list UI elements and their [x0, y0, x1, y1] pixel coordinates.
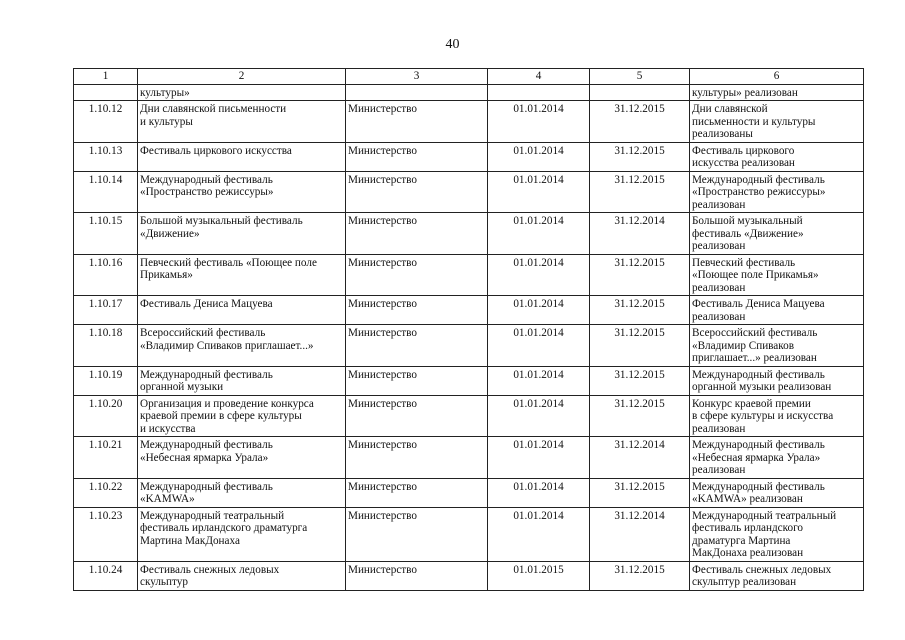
cell-executor: Министерство [346, 395, 488, 437]
cell-executor: Министерство [346, 101, 488, 143]
cell-end: 31.12.2015 [590, 142, 690, 171]
cell-start: 01.01.2014 [488, 478, 590, 507]
cell-executor [346, 84, 488, 101]
cell-result: Международный фестиваль «Небесная ярмарка Урала» реализован [690, 437, 864, 479]
cell-number: 1.10.24 [74, 561, 138, 590]
cell-name: Международный фестиваль органной музыки [138, 366, 346, 395]
cell-start: 01.01.2014 [488, 325, 590, 367]
cell-executor: Министерство [346, 325, 488, 367]
header-cell: 5 [590, 69, 690, 85]
program-table [73, 68, 864, 591]
cell-result: Международный фестиваль «KAMWA» реализован [690, 478, 864, 507]
table-row [74, 395, 864, 437]
table-row [74, 437, 864, 479]
header-cell: 4 [488, 69, 590, 85]
table-row [74, 142, 864, 171]
continuation-row [74, 84, 864, 101]
cell-name: Певческий фестиваль «Поющее поле Прикамья» [138, 254, 346, 296]
cell-start: 01.01.2014 [488, 142, 590, 171]
header-cell: 2 [138, 69, 346, 85]
cell-end: 31.12.2014 [590, 507, 690, 561]
cell-number: 1.10.15 [74, 213, 138, 255]
header-row [74, 69, 864, 85]
cell-executor: Министерство [346, 478, 488, 507]
cell-start: 01.01.2014 [488, 437, 590, 479]
cell-start: 01.01.2014 [488, 395, 590, 437]
cell-result: Всероссийский фестиваль «Владимир Спиваков приглашает...» реализован [690, 325, 864, 367]
cell-end: 31.12.2015 [590, 325, 690, 367]
cell-end: 31.12.2014 [590, 437, 690, 479]
cell-executor: Министерство [346, 561, 488, 590]
table-row [74, 171, 864, 213]
table-row [74, 478, 864, 507]
cell-result: Международный фестиваль органной музыки реализован [690, 366, 864, 395]
cell-end: 31.12.2015 [590, 101, 690, 143]
page-number: 40 [445, 37, 460, 52]
cell-number: 1.10.22 [74, 478, 138, 507]
cell-executor: Министерство [346, 296, 488, 325]
cell-result: Фестиваль снежных ледовых скульптур реализован [690, 561, 864, 590]
cell-result: Фестиваль Дениса Мацуева реализован [690, 296, 864, 325]
table-row [74, 254, 864, 296]
table-row [74, 561, 864, 590]
cell-number: 1.10.13 [74, 142, 138, 171]
cell-end: 31.12.2015 [590, 561, 690, 590]
table-row [74, 507, 864, 561]
cell-number: 1.10.16 [74, 254, 138, 296]
cell-name: Всероссийский фестиваль «Владимир Спиваков приглашает...» [138, 325, 346, 367]
cell-end [590, 84, 690, 101]
cell-result: Дни славянской письменности и культуры реализованы [690, 101, 864, 143]
cell-start: 01.01.2015 [488, 561, 590, 590]
cell-result: Международный фестиваль «Пространство режиссуры» реализован [690, 171, 864, 213]
cell-number: 1.10.17 [74, 296, 138, 325]
header-cell: 1 [74, 69, 138, 85]
cell-start: 01.01.2014 [488, 254, 590, 296]
cell-end: 31.12.2015 [590, 395, 690, 437]
cell-end: 31.12.2015 [590, 171, 690, 213]
cell-result: Большой музыкальный фестиваль «Движение» реализован [690, 213, 864, 255]
cell-name: Фестиваль циркового искусства [138, 142, 346, 171]
table-row [74, 325, 864, 367]
cell-executor: Министерство [346, 437, 488, 479]
cell-name: Организация и проведение конкурса краевой премии в сфере культуры и искусства [138, 395, 346, 437]
cell-result: Фестиваль циркового искусства реализован [690, 142, 864, 171]
cell-name: Дни славянской письменности и культуры [138, 101, 346, 143]
cell-start [488, 84, 590, 101]
cell-name: Фестиваль Дениса Мацуева [138, 296, 346, 325]
cell-name: Большой музыкальный фестиваль «Движение» [138, 213, 346, 255]
cell-start: 01.01.2014 [488, 366, 590, 395]
table-row [74, 213, 864, 255]
cell-start: 01.01.2014 [488, 171, 590, 213]
cell-name: культуры» [138, 84, 346, 101]
table-row [74, 366, 864, 395]
cell-result: культуры» реализован [690, 84, 864, 101]
cell-name: Международный театральный фестиваль ирландского драматурга Мартина МакДонаха [138, 507, 346, 561]
cell-end: 31.12.2015 [590, 478, 690, 507]
cell-name: Международный фестиваль «Пространство режиссуры» [138, 171, 346, 213]
cell-start: 01.01.2014 [488, 507, 590, 561]
cell-number: 1.10.14 [74, 171, 138, 213]
cell-executor: Министерство [346, 366, 488, 395]
cell-number [74, 84, 138, 101]
cell-executor: Министерство [346, 213, 488, 255]
cell-number: 1.10.19 [74, 366, 138, 395]
cell-start: 01.01.2014 [488, 213, 590, 255]
cell-result: Конкурс краевой премии в сфере культуры и искусства реализован [690, 395, 864, 437]
cell-name: Международный фестиваль «KAMWA» [138, 478, 346, 507]
table-row [74, 101, 864, 143]
cell-number: 1.10.12 [74, 101, 138, 143]
cell-end: 31.12.2015 [590, 254, 690, 296]
cell-result: Международный театральный фестиваль ирландского драматурга Мартина МакДонаха реализован [690, 507, 864, 561]
cell-number: 1.10.20 [74, 395, 138, 437]
cell-executor: Министерство [346, 171, 488, 213]
cell-name: Фестиваль снежных ледовых скульптур [138, 561, 346, 590]
cell-start: 01.01.2014 [488, 296, 590, 325]
cell-start: 01.01.2014 [488, 101, 590, 143]
cell-number: 1.10.18 [74, 325, 138, 367]
cell-end: 31.12.2014 [590, 213, 690, 255]
cell-executor: Министерство [346, 142, 488, 171]
header-cell: 6 [690, 69, 864, 85]
cell-end: 31.12.2015 [590, 366, 690, 395]
header-cell: 3 [346, 69, 488, 85]
cell-result: Певческий фестиваль «Поющее поле Прикамья» реализован [690, 254, 864, 296]
table-row [74, 296, 864, 325]
cell-end: 31.12.2015 [590, 296, 690, 325]
cell-name: Международный фестиваль «Небесная ярмарка Урала» [138, 437, 346, 479]
cell-executor: Министерство [346, 507, 488, 561]
cell-executor: Министерство [346, 254, 488, 296]
cell-number: 1.10.23 [74, 507, 138, 561]
cell-number: 1.10.21 [74, 437, 138, 479]
